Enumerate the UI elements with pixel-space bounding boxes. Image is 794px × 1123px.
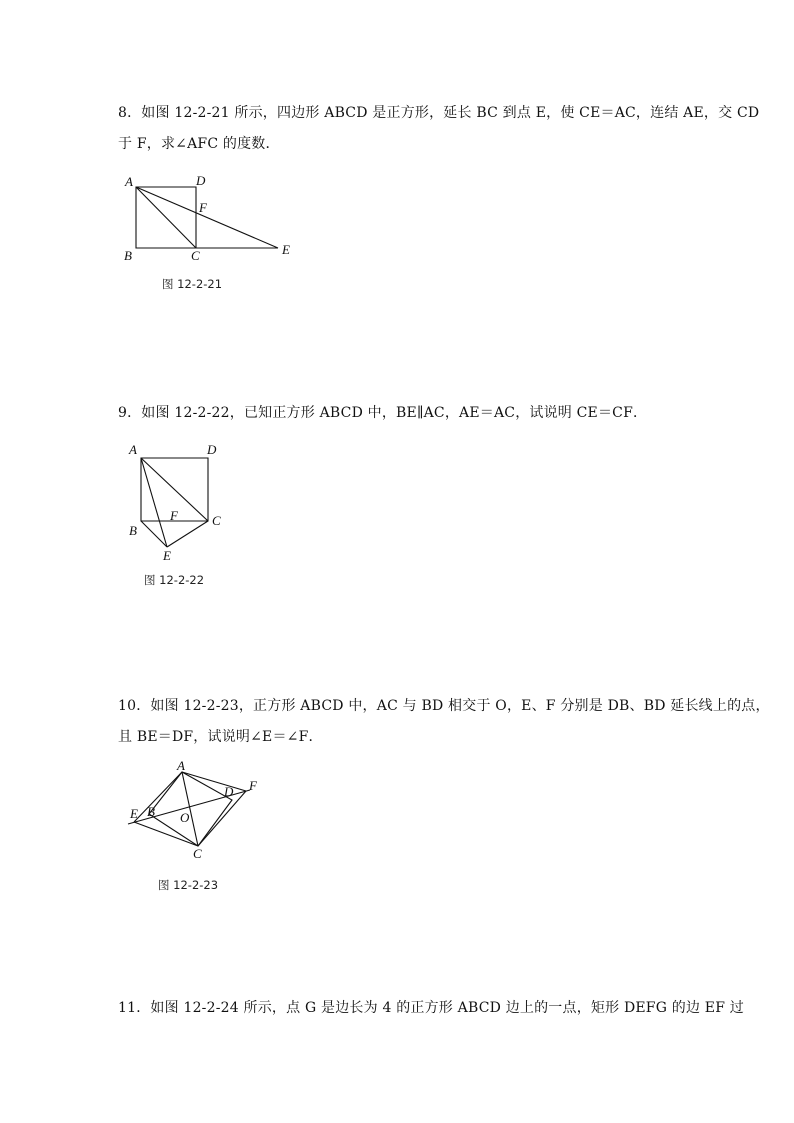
problem-10-line-1: 10．如图 12-2-23，正方形 ABCD 中，AC 与 BD 相交于 O，E、F 分别是 DB、BD 延长线上的点， <box>118 698 770 714</box>
label-e: E <box>130 806 138 821</box>
problem-9-line-1: 9．如图 12-2-22，已知正方形 ABCD 中，BE∥AC，AE＝AC，试说明 CE＝CF． <box>118 405 648 421</box>
segment-cf <box>198 791 246 846</box>
problem-10-line-2: 且 BE＝DF，试说明∠E＝∠F． <box>118 729 323 745</box>
segment-ae <box>136 187 278 248</box>
caption-12-2-23: 图 12-2-23 <box>158 878 219 892</box>
label-b: B <box>147 804 155 819</box>
segment-ae <box>134 772 182 822</box>
label-d: D <box>196 173 206 188</box>
label-f: F <box>199 200 207 215</box>
figure-12-2-22 <box>120 440 240 565</box>
problem-8-line-1: 8．如图 12-2-21 所示，四边形 ABCD 是正方形，延长 BC 到点 E，使 CE＝AC，连结 AE，交 CD <box>118 105 760 121</box>
label-a: A <box>125 174 133 189</box>
figure-12-2-21 <box>120 170 320 270</box>
segment-ac <box>182 772 198 846</box>
label-d: D <box>224 784 234 799</box>
label-o: O <box>180 810 190 825</box>
label-e: E <box>282 242 290 257</box>
segment-ce <box>167 521 208 547</box>
label-c: C <box>193 846 202 861</box>
caption-12-2-22: 图 12-2-22 <box>144 573 205 587</box>
problem-8-line-2: 于 F，求∠AFC 的度数． <box>118 136 280 152</box>
label-c: C <box>212 513 221 528</box>
label-d: D <box>207 442 217 457</box>
label-e: E <box>163 548 171 563</box>
problem-11-line-1: 11．如图 12-2-24 所示，点 G 是边长为 4 的正方形 ABCD 边上的一点，矩形 DEFG 的边 EF 过 <box>118 1000 744 1016</box>
label-b: B <box>124 248 132 263</box>
label-c: C <box>191 248 200 263</box>
figure-12-2-23 <box>120 758 280 868</box>
label-f: F <box>249 778 257 793</box>
caption-12-2-21: 图 12-2-21 <box>162 277 223 291</box>
label-a: A <box>129 442 137 457</box>
label-f: F <box>170 508 178 523</box>
label-a: A <box>177 758 185 773</box>
label-b: B <box>129 523 137 538</box>
segment-af <box>182 772 246 791</box>
segment-ac <box>136 187 196 248</box>
